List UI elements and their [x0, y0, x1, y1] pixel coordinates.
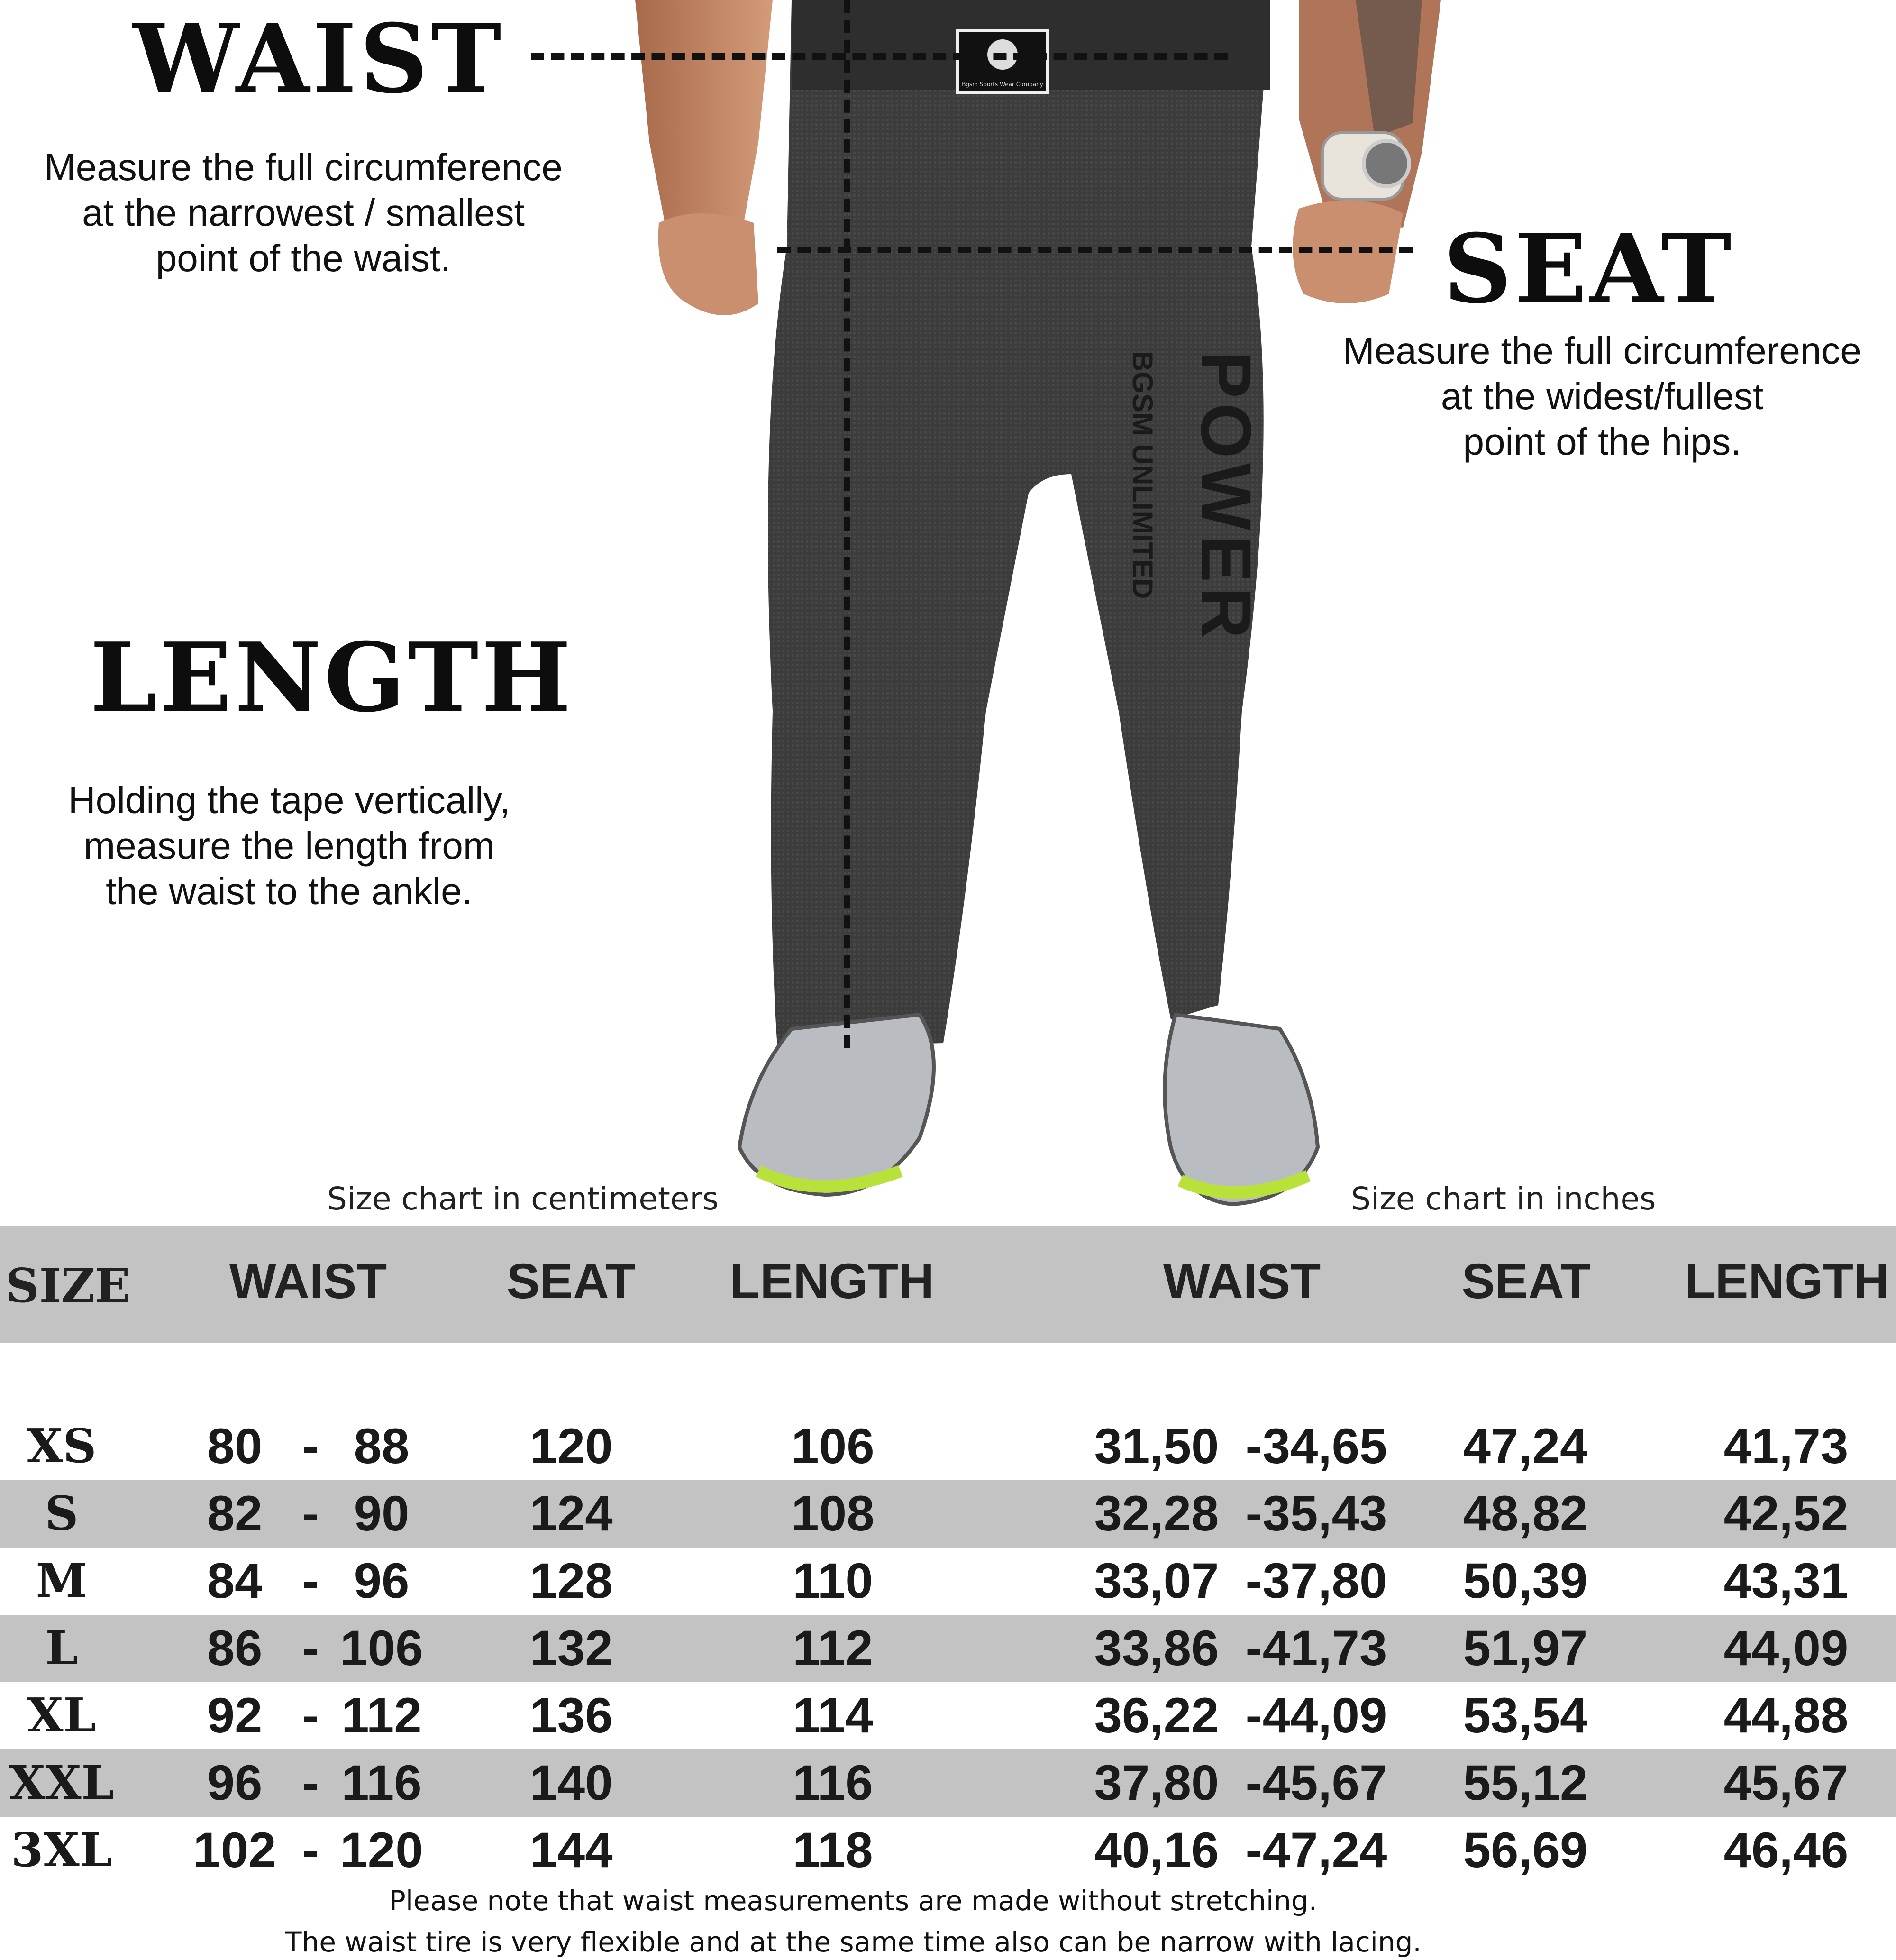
- seat-description-line: point of the hips.: [1463, 421, 1741, 463]
- cell-in-length: 43,31: [1723, 1553, 1849, 1609]
- cell-in-length: 42,52: [1723, 1486, 1849, 1541]
- cell-cm-seat: 144: [529, 1823, 613, 1878]
- waist-description-line: at the narrowest / smallest: [82, 192, 525, 234]
- waist-heading: WAIST: [133, 3, 504, 115]
- table-row: [0, 1817, 1896, 1884]
- cell-size: L: [45, 1621, 78, 1676]
- cell-in-seat: 56,69: [1463, 1823, 1588, 1878]
- cell-cm-waist-separator: -: [302, 1419, 319, 1474]
- cell-cm-waist-separator: -: [302, 1823, 319, 1878]
- cell-cm-waist-min: 96: [207, 1755, 263, 1811]
- length-description-line: the waist to the ankle.: [106, 870, 473, 912]
- cell-in-waist-max: 34,65: [1262, 1419, 1387, 1474]
- leg-print: POWER: [1186, 351, 1266, 643]
- table-row: [0, 1413, 1896, 1480]
- cell-in-waist-max: 41,73: [1262, 1621, 1387, 1676]
- waist-guide-line: [531, 53, 1228, 60]
- cell-cm-length: 106: [791, 1419, 875, 1474]
- waist-description-line: point of the waist.: [155, 237, 451, 279]
- chart-caption-inches: Size chart in inches: [1351, 1181, 1656, 1217]
- cell-in-waist-max: 35,43: [1262, 1486, 1387, 1541]
- cell-in-waist-max: 37,80: [1262, 1553, 1387, 1609]
- cell-cm-waist-min: 92: [207, 1688, 263, 1743]
- cell-cm-waist-max: 88: [354, 1419, 410, 1474]
- cell-cm-length: 114: [793, 1688, 873, 1743]
- cell-size: 3XL: [11, 1823, 112, 1878]
- cell-cm-length: 110: [793, 1553, 873, 1609]
- cell-in-length: 45,67: [1723, 1755, 1849, 1811]
- cell-cm-waist-max: 116: [341, 1755, 422, 1811]
- cell-cm-waist-separator: -: [302, 1486, 319, 1541]
- cell-cm-waist-max: 112: [341, 1688, 422, 1743]
- cell-in-waist-min: 37,80: [1094, 1755, 1219, 1811]
- table-row: [0, 1615, 1896, 1682]
- table-row: [0, 1480, 1896, 1548]
- cell-cm-waist-separator: -: [302, 1755, 319, 1811]
- cell-size: M: [36, 1554, 88, 1608]
- cell-in-seat: 51,97: [1463, 1621, 1588, 1676]
- cell-cm-waist-min: 82: [207, 1486, 263, 1541]
- cell-size: S: [45, 1486, 79, 1541]
- cell-in-waist-min: 33,07: [1094, 1553, 1219, 1609]
- table-row: [0, 1749, 1896, 1817]
- header-in-seat: SEAT: [1461, 1254, 1591, 1309]
- cell-in-seat: 55,12: [1463, 1755, 1588, 1811]
- cell-cm-waist-min: 86: [207, 1621, 263, 1676]
- chart-caption-cm: Size chart in centimeters: [327, 1181, 719, 1217]
- cell-in-length: 46,46: [1723, 1823, 1849, 1878]
- cell-in-length: 44,88: [1723, 1688, 1849, 1743]
- cell-in-seat: 47,24: [1463, 1419, 1588, 1474]
- seat-guide-line: [777, 247, 1413, 253]
- cell-in-waist-max: 44,09: [1262, 1688, 1387, 1743]
- length-description-line: measure the length from: [83, 824, 495, 867]
- cell-in-waist-separator: -: [1245, 1823, 1262, 1878]
- note-stretching: Please note that waist measurements are made without stretching.: [389, 1885, 1318, 1917]
- cell-in-length: 41,73: [1723, 1419, 1849, 1474]
- cell-cm-waist-max: 120: [340, 1823, 423, 1878]
- cell-cm-waist-max: 90: [354, 1486, 410, 1541]
- table-row: [0, 1682, 1896, 1749]
- cell-cm-seat: 140: [529, 1755, 613, 1811]
- cell-in-waist-separator: -: [1245, 1419, 1262, 1474]
- cell-size: XS: [27, 1419, 97, 1474]
- cell-in-waist-separator: -: [1245, 1688, 1262, 1743]
- header-cm-seat: SEAT: [506, 1254, 636, 1309]
- length-description: [0, 778, 578, 914]
- cell-in-length: 44,09: [1723, 1621, 1849, 1676]
- cell-cm-length: 118: [793, 1823, 873, 1878]
- left-hand: [658, 213, 758, 315]
- cell-cm-length: 116: [793, 1755, 873, 1811]
- cell-size: XXL: [9, 1756, 114, 1810]
- cell-cm-seat: 136: [529, 1688, 613, 1743]
- cell-in-waist-separator: -: [1245, 1755, 1262, 1811]
- header-in-length: LENGTH: [1685, 1254, 1889, 1309]
- header-cm-length: LENGTH: [729, 1254, 934, 1309]
- seat-description-line: at the widest/fullest: [1440, 375, 1764, 417]
- table-row: [0, 1548, 1896, 1615]
- cell-cm-waist-separator: -: [302, 1553, 319, 1609]
- cell-in-waist-min: 36,22: [1094, 1688, 1219, 1743]
- cell-in-waist-min: 32,28: [1094, 1486, 1219, 1541]
- cell-in-waist-max: 47,24: [1262, 1823, 1387, 1878]
- cell-cm-length: 108: [791, 1486, 875, 1541]
- left-sneaker: [739, 1015, 934, 1195]
- cell-in-waist-min: 40,16: [1094, 1823, 1219, 1878]
- cell-cm-seat: 124: [529, 1486, 613, 1541]
- waist-description-line: Measure the full circumference: [44, 146, 563, 188]
- cell-cm-waist-min: 84: [207, 1553, 263, 1609]
- header-in-waist: WAIST: [1163, 1254, 1321, 1309]
- note-flexible-waist: The waist tire is very flexible and at the same time also can be narrow with lacing.: [285, 1926, 1422, 1958]
- seat-description-line: Measure the full circumference: [1343, 330, 1861, 372]
- cell-size: XL: [27, 1688, 96, 1743]
- cell-in-seat: 50,39: [1463, 1553, 1588, 1609]
- cell-in-waist-min: 31,50: [1094, 1419, 1219, 1474]
- cell-cm-seat: 120: [529, 1419, 613, 1474]
- waist-description: [9, 145, 597, 281]
- length-heading: LENGTH: [90, 622, 574, 733]
- brand-label-text: Bgsm Sports Wear Company: [962, 81, 1043, 88]
- pants-illustration: [616, 0, 1441, 1218]
- leg-print-sub: BGSM UNLIMITED: [1127, 351, 1158, 599]
- cell-in-waist-max: 45,67: [1262, 1755, 1387, 1811]
- cell-cm-waist-min: 102: [193, 1823, 276, 1878]
- length-guide-line: [844, 0, 850, 1048]
- header-cm-waist: WAIST: [229, 1254, 387, 1309]
- cell-cm-seat: 132: [529, 1621, 613, 1676]
- cell-in-waist-separator: -: [1245, 1553, 1262, 1609]
- cell-cm-waist-max: 106: [340, 1621, 423, 1676]
- cell-in-waist-min: 33,86: [1094, 1621, 1219, 1676]
- cell-cm-seat: 128: [529, 1553, 613, 1609]
- seat-heading: SEAT: [1443, 213, 1734, 325]
- header-size: SIZE: [6, 1259, 130, 1313]
- length-description-line: Holding the tape vertically,: [68, 779, 510, 821]
- cell-cm-waist-separator: -: [302, 1688, 319, 1743]
- cell-cm-waist-min: 80: [207, 1419, 263, 1474]
- cell-cm-waist-max: 96: [354, 1553, 410, 1609]
- cell-in-waist-separator: -: [1245, 1621, 1262, 1676]
- cell-cm-length: 112: [793, 1621, 873, 1676]
- cell-in-waist-separator: -: [1245, 1486, 1262, 1541]
- watch-face: [1364, 141, 1409, 186]
- cell-in-seat: 53,54: [1463, 1688, 1588, 1743]
- cell-in-seat: 48,82: [1463, 1486, 1588, 1541]
- cell-cm-waist-separator: -: [302, 1621, 319, 1676]
